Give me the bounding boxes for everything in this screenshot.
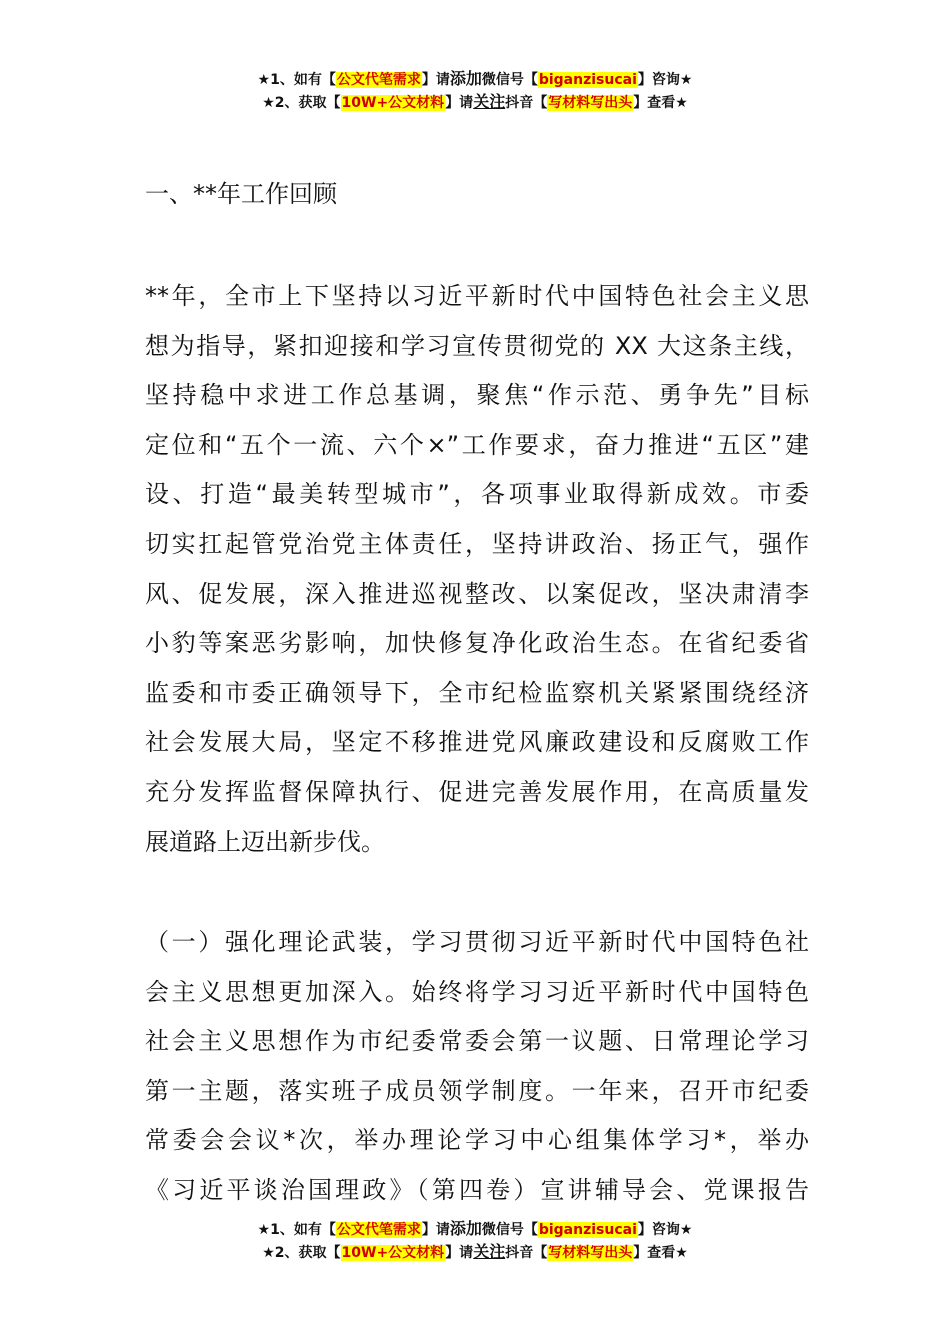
banner-text: 】请 <box>445 1245 474 1261</box>
paragraph-line: 设、打造“最美转型城市”，各项事业取得新成效。市委 <box>145 480 809 509</box>
paragraph-line: （一）强化理论武装，学习贯彻习近平新时代中国特色社 <box>145 928 809 956</box>
paragraph-line: 小豹等案恶劣影响，加快修复净化政治生态。在省纪委省 <box>145 629 809 658</box>
section-heading: 一、**年工作回顾 <box>145 180 337 208</box>
paragraph-review <box>145 272 809 867</box>
paragraph-line: 风、促发展，深入推进巡视整改、以案促改，坚决肃清李 <box>145 579 809 608</box>
highlight-douyin: 写材料写出头 <box>548 95 633 111</box>
paragraph-line: 会主义思想更加深入。始终将学习习近平新时代中国特色 <box>145 977 809 1006</box>
top-banner <box>0 68 950 114</box>
banner-text: 】请 <box>421 72 450 88</box>
banner-text: ★1、如有【 <box>257 72 336 88</box>
banner-line-1 <box>0 68 950 91</box>
paragraph-theory <box>145 918 809 1216</box>
paragraph-line: 切实扛起管党治党主体责任，坚持讲政治、扬正气，强作 <box>145 529 809 558</box>
paragraph-line: **年，全市上下坚持以习近平新时代中国特色社会主义思 <box>145 282 809 310</box>
paragraph-line: 想为指导，紧扣迎接和学习宣传贯彻党的 XX 大这条主线， <box>145 331 809 360</box>
banner-text: ★2、获取【 <box>262 1245 341 1261</box>
banner-text: 微信号【 <box>481 1222 538 1238</box>
banner-emphasis: 关注 <box>473 92 506 111</box>
banner-text: 】咨询★ <box>637 1222 693 1238</box>
paragraph-line: 常委会会议*次，举办理论学习中心组集体学习*，举办 <box>145 1126 809 1155</box>
banner-text: 抖音【 <box>505 1245 548 1261</box>
highlight-materials: 10W+公文材料 <box>341 95 445 111</box>
highlight-service: 公文代笔需求 <box>336 1222 421 1238</box>
highlight-wechat-id: biganzisucai <box>538 72 637 88</box>
highlight-douyin: 写材料写出头 <box>548 1245 633 1261</box>
banner-emphasis: 添加 <box>449 69 482 88</box>
bottom-banner <box>0 1218 950 1264</box>
paragraph-line: 坚持稳中求进工作总基调，聚焦“作示范、勇争先”目标 <box>145 381 809 410</box>
banner-text: 】查看★ <box>633 1245 688 1261</box>
paragraph-line: 社会发展大局，坚定不移推进党风廉政建设和反腐败工作 <box>145 728 809 757</box>
banner-text: 】请 <box>445 95 474 111</box>
paragraph-line: 展道路上迈出新步伐。 <box>145 827 385 856</box>
paragraph-line: 充分发挥监督保障执行、促进完善发展作用，在高质量发 <box>145 777 809 806</box>
banner-text: 】咨询★ <box>637 72 693 88</box>
banner-line-1 <box>0 1218 950 1241</box>
banner-text: ★2、获取【 <box>262 95 341 111</box>
paragraph-line: 定位和“五个一流、六个×”工作要求，奋力推进“五区”建 <box>145 430 809 459</box>
paragraph-line: 社会主义思想作为市纪委常委会第一议题、日常理论学习 <box>145 1027 809 1056</box>
banner-emphasis: 关注 <box>473 1242 506 1261</box>
banner-line-2 <box>0 1241 950 1264</box>
banner-text: 】查看★ <box>633 95 688 111</box>
banner-text: ★1、如有【 <box>257 1222 336 1238</box>
paragraph-line: 监委和市委正确领导下，全市纪检监察机关紧紧围绕经济 <box>145 678 809 707</box>
banner-emphasis: 添加 <box>449 1219 482 1238</box>
highlight-wechat-id: biganzisucai <box>538 1222 637 1238</box>
banner-text: 抖音【 <box>505 95 548 111</box>
banner-text: 微信号【 <box>481 72 538 88</box>
paragraph-line: 第一主题，落实班子成员领学制度。一年来，召开市纪委 <box>145 1076 809 1105</box>
banner-line-2 <box>0 91 950 114</box>
paragraph-line: 《习近平谈治国理政》（第四卷）宣讲辅导会、党课报告 <box>145 1175 809 1204</box>
highlight-materials: 10W+公文材料 <box>341 1245 445 1261</box>
highlight-service: 公文代笔需求 <box>336 72 421 88</box>
banner-text: 】请 <box>421 1222 450 1238</box>
